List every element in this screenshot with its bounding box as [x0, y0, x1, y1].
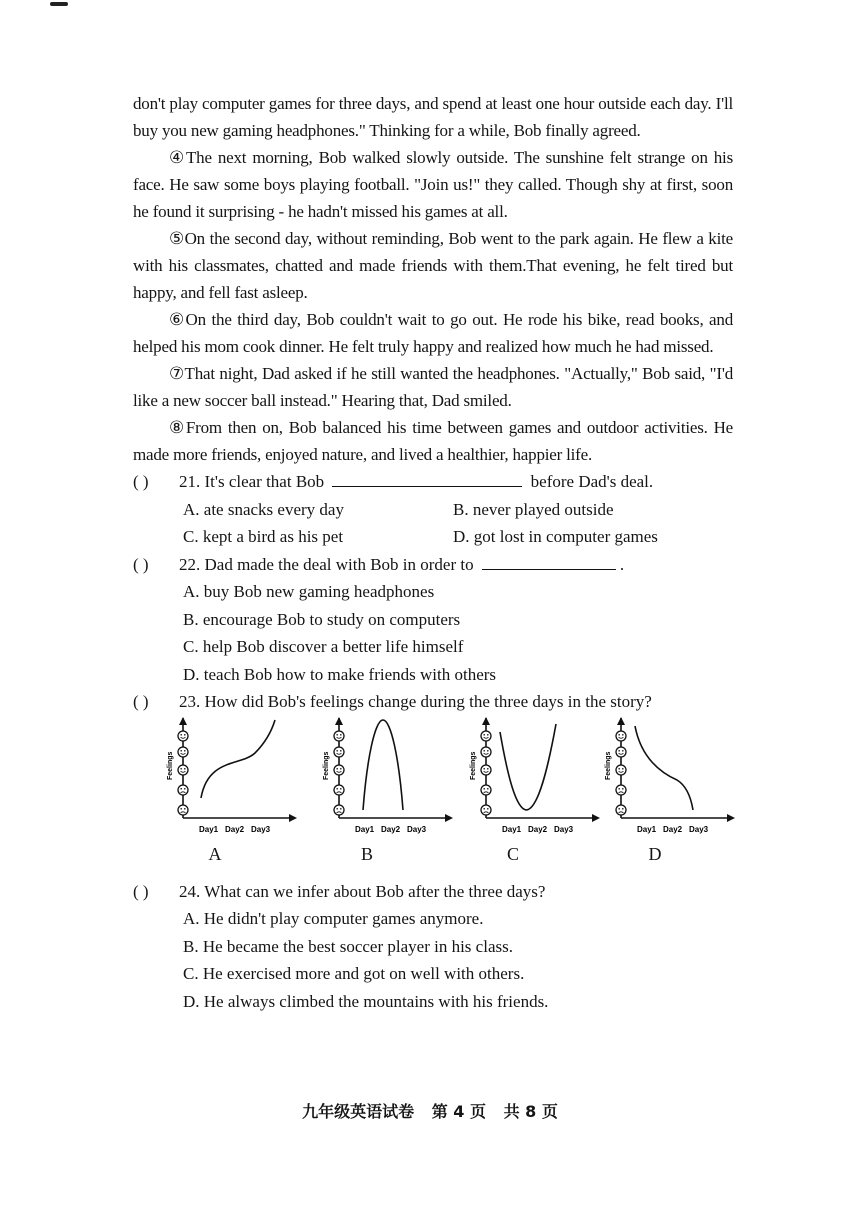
question-stem-end: before Dad's deal.: [530, 472, 654, 491]
question-24: [133, 878, 733, 1016]
feelings-graphs-svg: [133, 718, 733, 843]
face-icon: [334, 805, 344, 815]
day-label: Day1: [502, 824, 522, 834]
face-eye: [483, 750, 485, 752]
y-axis-arrow: [617, 717, 625, 725]
day-label: Day2: [381, 824, 401, 834]
answer-bracket[interactable]: ( ): [133, 881, 149, 901]
face-eye: [180, 768, 182, 770]
y-axis-label: Feelings: [605, 751, 612, 780]
answer-blank[interactable]: [332, 485, 522, 487]
face-eye: [184, 788, 186, 790]
face-eye: [180, 808, 182, 810]
face-eye: [483, 734, 485, 736]
feelings-graphs: [133, 718, 733, 878]
x-axis-arrow: [289, 814, 297, 822]
face-eye: [618, 808, 620, 810]
face-eye: [340, 734, 342, 736]
day-label: Day3: [554, 824, 574, 834]
face-eye: [340, 750, 342, 752]
day-label: Day2: [528, 824, 548, 834]
face-eye: [184, 750, 186, 752]
face-eye: [487, 750, 489, 752]
face-icon: [481, 765, 491, 775]
passage-paragraph: ④The next morning, Bob walked slowly outside. The sunshine felt strange on his face. He saw some boys playing football. "Join us!" they called. Though shy at first, soon he found it surprising - he hadn't missed his games at all.: [133, 148, 733, 221]
face-eye: [622, 768, 624, 770]
feelings-curve: [363, 720, 403, 810]
face-icon: [481, 785, 491, 795]
answer-bracket[interactable]: ( ): [133, 554, 149, 574]
face-eye: [336, 808, 338, 810]
question-22: [133, 551, 733, 689]
face-icon: [481, 805, 491, 815]
option-a[interactable]: A. buy Bob new gaming headphones: [183, 582, 435, 601]
feelings-graph: [323, 717, 453, 834]
option-c[interactable]: C. kept a bird as his pet: [183, 527, 344, 546]
answer-bracket[interactable]: ( ): [133, 692, 149, 711]
face-icon: [178, 731, 188, 741]
y-axis-label: Feelings: [470, 751, 477, 780]
footer-title: 九年级英语试卷: [302, 1102, 415, 1121]
face-icon: [616, 747, 626, 757]
face-eye: [184, 808, 186, 810]
passage-paragraph: ⑥On the third day, Bob couldn't wait to go out. He rode his bike, read books, and helped his mom cook dinner. He felt truly happy and realized how much he had missed.: [133, 310, 733, 356]
day-label: Day3: [251, 824, 271, 834]
option-b[interactable]: B. He became the best soccer player in his class.: [183, 936, 513, 956]
face-eye: [622, 808, 624, 810]
option-a[interactable]: A. He didn't play computer games anymore.: [183, 909, 484, 928]
feelings-graph: [167, 717, 297, 834]
face-eye: [483, 788, 485, 790]
face-eye: [487, 734, 489, 736]
answer-blank[interactable]: [482, 568, 616, 570]
question-stem-end: .: [619, 554, 625, 574]
option-d[interactable]: D. got lost in computer games: [453, 527, 658, 546]
question-23: [133, 688, 733, 878]
face-icon: [616, 731, 626, 741]
feelings-graph: [470, 717, 600, 834]
face-eye: [622, 734, 624, 736]
y-axis-arrow: [335, 717, 343, 725]
feelings-curve: [201, 720, 275, 798]
day-label: Day1: [355, 824, 375, 834]
day-label: Day2: [663, 824, 683, 834]
face-icon: [481, 731, 491, 741]
face-icon: [334, 765, 344, 775]
face-icon: [178, 805, 188, 815]
question-stem: 23. How did Bob's feelings change during the three days in the story?: [179, 692, 652, 711]
face-eye: [618, 750, 620, 752]
x-axis-arrow: [445, 814, 453, 822]
graph-label-a[interactable]: A: [208, 843, 222, 864]
x-axis-arrow: [592, 814, 600, 822]
passage-paragraph: ⑦That night, Dad asked if he still wanted the headphones. "Actually," Bob said, "I'd like a new soccer ball instead." Hearing that, Dad smiled.: [133, 364, 733, 410]
face-icon: [616, 785, 626, 795]
passage-paragraph: ⑤On the second day, without reminding, Bob went to the park again. He flew a kite with his classmates, chatted and made friends with them.That evening, he felt tired but happy, and fell fast asleep.: [133, 229, 733, 302]
passage-paragraph: ⑧From then on, Bob balanced his time between games and outdoor activities. He made more friends, enjoyed nature, and lived a healthier, happier life.: [133, 418, 733, 464]
option-d[interactable]: D. He always climbed the mountains with his friends.: [183, 991, 549, 1011]
y-axis-label: Feelings: [167, 751, 174, 780]
question-stem: 24. What can we infer about Bob after the three days?: [179, 881, 546, 901]
face-eye: [487, 808, 489, 810]
option-c[interactable]: C. help Bob discover a better life himself: [183, 637, 464, 656]
face-eye: [622, 750, 624, 752]
exam-page: [133, 90, 733, 1015]
face-icon: [334, 731, 344, 741]
option-b[interactable]: B. encourage Bob to study on computers: [183, 609, 461, 629]
face-eye: [483, 768, 485, 770]
answer-bracket[interactable]: ( ): [133, 472, 149, 491]
face-eye: [336, 788, 338, 790]
feelings-graph: [605, 717, 735, 834]
day-label: Day3: [689, 824, 709, 834]
face-eye: [336, 750, 338, 752]
face-icon: [334, 747, 344, 757]
face-eye: [340, 768, 342, 770]
day-label: Day1: [199, 824, 219, 834]
face-eye: [618, 734, 620, 736]
face-icon: [178, 785, 188, 795]
graph-label-b[interactable]: B: [360, 843, 373, 864]
face-eye: [336, 768, 338, 770]
face-eye: [483, 808, 485, 810]
face-icon: [334, 785, 344, 795]
face-eye: [618, 788, 620, 790]
question-stem: 21. It's clear that Bob: [179, 472, 325, 491]
question-stem: 22. Dad made the deal with Bob in order to: [179, 554, 474, 574]
scan-mark: [50, 2, 68, 6]
face-eye: [618, 768, 620, 770]
day-label: Day3: [407, 824, 427, 834]
feelings-curve: [500, 724, 556, 810]
option-a[interactable]: A. ate snacks every day: [183, 499, 344, 519]
face-eye: [622, 788, 624, 790]
option-b[interactable]: B. never played outside: [453, 499, 614, 519]
question-21: [133, 468, 733, 551]
face-eye: [184, 734, 186, 736]
graph-label-c[interactable]: C: [506, 843, 519, 864]
face-icon: [178, 765, 188, 775]
face-eye: [180, 788, 182, 790]
footer-page-number: 第 4 页: [431, 1102, 486, 1121]
page-footer: [0, 1099, 860, 1122]
face-eye: [487, 788, 489, 790]
day-label: Day1: [637, 824, 657, 834]
option-c[interactable]: C. He exercised more and got on well with others.: [183, 964, 525, 983]
day-label: Day2: [225, 824, 245, 834]
face-eye: [184, 768, 186, 770]
face-icon: [481, 747, 491, 757]
y-axis-arrow: [179, 717, 187, 725]
footer-total-pages: 共 8 页: [503, 1102, 558, 1121]
y-axis-label: Feelings: [323, 751, 330, 780]
face-icon: [616, 765, 626, 775]
face-eye: [340, 808, 342, 810]
x-axis-arrow: [727, 814, 735, 822]
face-eye: [340, 788, 342, 790]
option-d[interactable]: D. teach Bob how to make friends with others: [183, 664, 497, 684]
face-eye: [487, 768, 489, 770]
y-axis-arrow: [482, 717, 490, 725]
face-eye: [180, 750, 182, 752]
face-eye: [336, 734, 338, 736]
face-icon: [616, 805, 626, 815]
graph-label-d[interactable]: D: [648, 843, 662, 864]
face-icon: [178, 747, 188, 757]
face-eye: [180, 734, 182, 736]
feelings-curve: [635, 726, 693, 810]
passage-paragraph: don't play computer games for three days, and spend at least one hour outside each day. I'll buy you new gaming headphones." Thinking for a while, Bob finally agreed.: [133, 94, 733, 140]
